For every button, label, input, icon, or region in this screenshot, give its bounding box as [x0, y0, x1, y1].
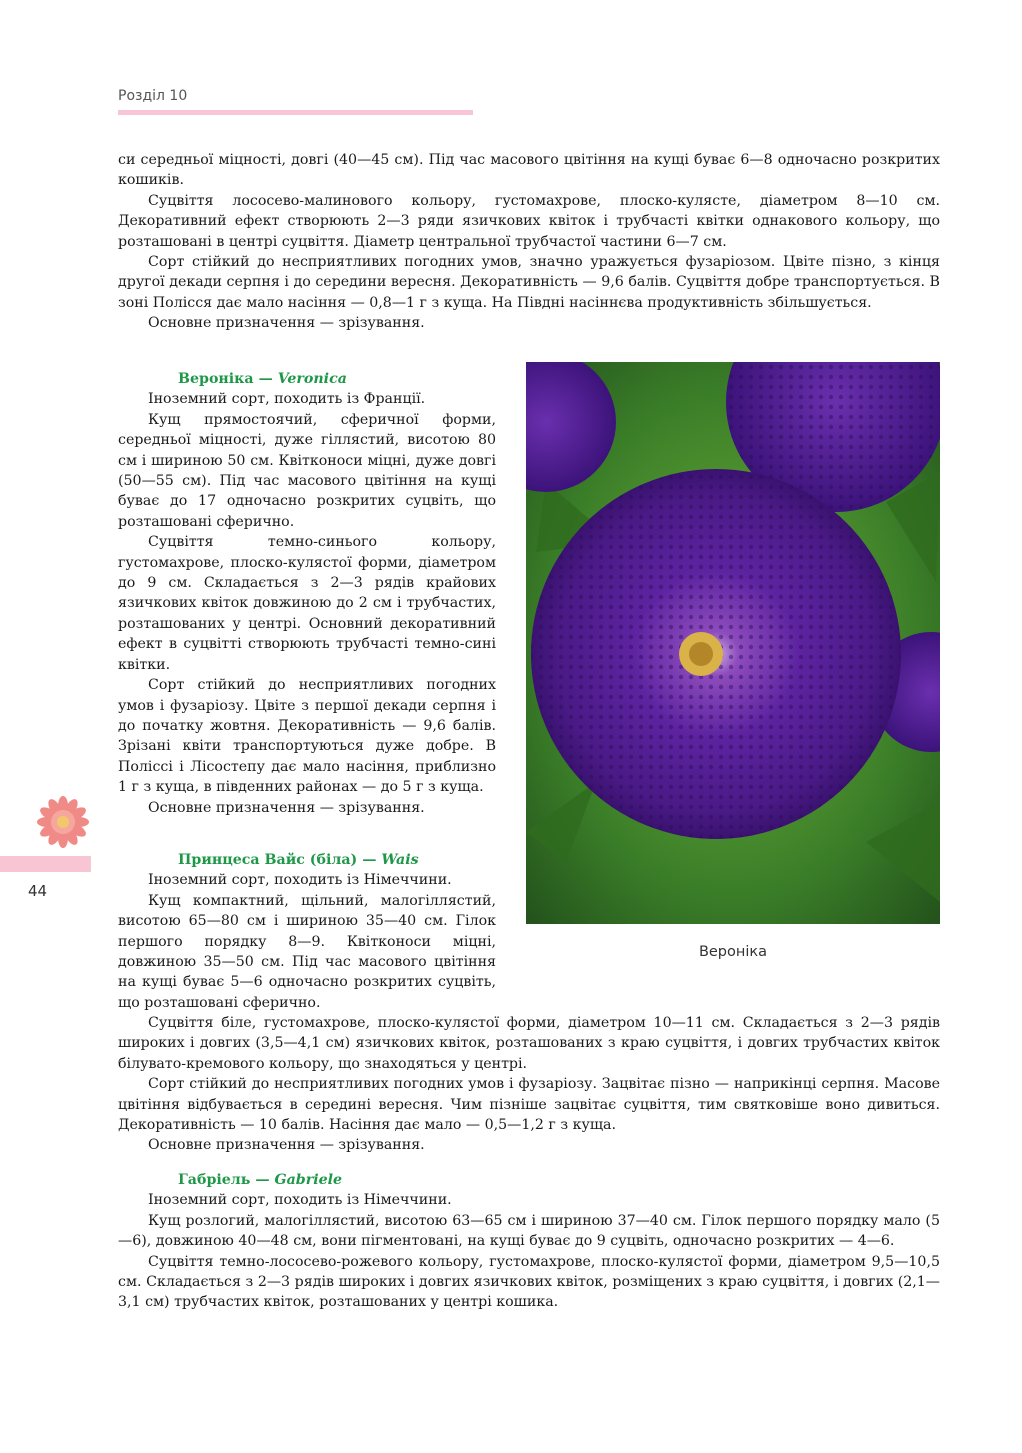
variety-latin-name: Veronica — [277, 371, 347, 387]
variety-heading — [118, 1170, 940, 1190]
variety-latin-name: Wais — [381, 852, 419, 868]
paragraph: Суцвіття темно-лососево-рожевого кольору, густомахрове, плоско-кулястої форми, діаметром 9,5—10,5 см. Складається з 2—3 рядів широких і довгих язичкових квіток, розміщених з краю суцвіття, і довгих (2,1—3,1 см) трубчастих квіток, розташованих у центрі кошика. — [118, 1253, 940, 1311]
paragraph: Кущ компактний, щільний, малогіллястий, висотою 65—80 см і шириною 35—40 см. Гілок першого порядку 8—9. Квітконоси міцні, довжиною 35—50 см. Під час масового цвітіння на кущі буває 5—6 одночасно розкритих суцвіть, що розташовані сферично. — [118, 892, 496, 1011]
variety-heading — [118, 369, 496, 389]
variety-heading — [118, 850, 496, 870]
paragraph: Кущ розлогий, малогіллястий, висотою 63—65 см і шириною 37—40 см. Гілок першого порядку мало (5—6), довжиною 40—48 см, вони пігментовані, на кущі буває до 9 суцвіть, одночасно розкритих — 4—6. — [118, 1212, 940, 1250]
heading-dash: — — [253, 371, 278, 387]
gabriele-section — [118, 1170, 940, 1313]
heading-dash: — — [250, 1172, 275, 1188]
wais-section — [118, 850, 496, 1013]
paragraph: Іноземний сорт, походить із Німеччини. — [148, 1192, 452, 1209]
page-number: 44 — [28, 882, 48, 900]
wais-section-continued — [118, 1013, 940, 1156]
paragraph: Основне призначення — зрізування. — [148, 799, 425, 816]
variety-name: Принцеса Вайс (біла) — [178, 852, 358, 868]
variety-name: Вероніка — [178, 371, 254, 387]
paragraph: Сорт стійкий до несприятливих погодних умов і фузаріозу. Зацвітає пізно — наприкінці серпня. Масове цвітіння відбувається в середині вересня. Чим пізніше зацвітає суцвіття, тим святковіше воно дивиться. Декоративність — 10 балів. Насіння дає мало — 0,5—1,2 г з куща. — [118, 1076, 940, 1134]
aster-flower-icon — [36, 795, 90, 849]
paragraph: Суцвіття біле, густомахрове, плоско-кулястої форми, діаметром 10—11 см. Складається з 2—3 рядів широких і довгих (3,5—4,1 см) язичкових квіток, розташованих з краю суцвіття, і довгих трубчастих квіток білувато-кремового кольору, що знаходяться у центрі. — [118, 1015, 940, 1072]
paragraph: Сорт стійкий до несприятливих погодних умов, значно уражується фузаріозом. Цвіте пізно, з кінця другої декади серпня і до середини вересня. Декоративність — 9,6 балів. Суцвіття добре транспортується. В зоні Полісся дає мало насіння — 0,8—1 г з куща. На Півдні насіннєва продуктивність збільшується. — [118, 254, 940, 311]
photo-caption: Вероніка — [698, 944, 768, 960]
paragraph: Суцвіття лососево-малинового кольору, густомахрове, плоско-кулясте, діаметром 8—10 см. Декоративний ефект створюють 2—3 ряди язичкових квіток і трубчасті квітки однакового кольору, що розташовані в центрі суцвіття. Діаметр центральної трубчастої частини 6—7 см. — [118, 192, 940, 250]
heading-dash: — — [357, 852, 382, 868]
paragraph: Основне призначення — зрізування. — [148, 1137, 425, 1154]
variety-name: Габріель — [178, 1172, 251, 1188]
veronica-photo — [526, 362, 940, 924]
paragraph: Сорт стійкий до несприятливих погодних умов і фузаріозу. Цвіте з першої декади серпня і до початку жовтня. Декоративність — 9,6 балів. Зрізані квіти транспортуються дуже добре. В Поліссі і Лісостепу дає мало насіння, приблизно 1 г з куща, в південних районах — до 5 г з куща. — [118, 677, 496, 796]
running-header: Розділ 10 — [118, 88, 188, 104]
page-side-bar — [0, 856, 91, 872]
intro-text — [118, 150, 940, 334]
paragraph: Основне призначення — зрізування. — [148, 315, 425, 332]
paragraph: си середньої міцності, довгі (40—45 см). Під час масового цвітіння на кущі буває 6—8 одночасно розкритих кошиків. — [118, 152, 940, 189]
veronica-section — [118, 369, 496, 818]
header-rule — [118, 110, 473, 115]
paragraph: Суцвіття темно-синього кольору, густомахрове, плоско-кулястої форми, діаметром до 9 см. Складається з 2—3 рядів крайових язичкових квіток довжиною до 2 см і трубчастих, розташованих у центрі. Основний декоративний ефект в суцвітті створюють трубчасті темно-сині квітки. — [118, 534, 496, 673]
paragraph: Іноземний сорт, походить із Німеччини. — [148, 872, 452, 889]
variety-latin-name: Gabriele — [274, 1172, 343, 1188]
paragraph: Іноземний сорт, походить із Франції. — [148, 391, 426, 408]
paragraph: Кущ прямостоячий, сферичної форми, середньої міцності, дуже гіллястий, висотою 80 см і шириною 50 см. Квітконоси міцні, дуже довгі (50—55 см). Під час масового цвітіння на кущі буває до 17 одночасно розкритих суцвіть, що розташовані сферично. — [118, 411, 496, 530]
